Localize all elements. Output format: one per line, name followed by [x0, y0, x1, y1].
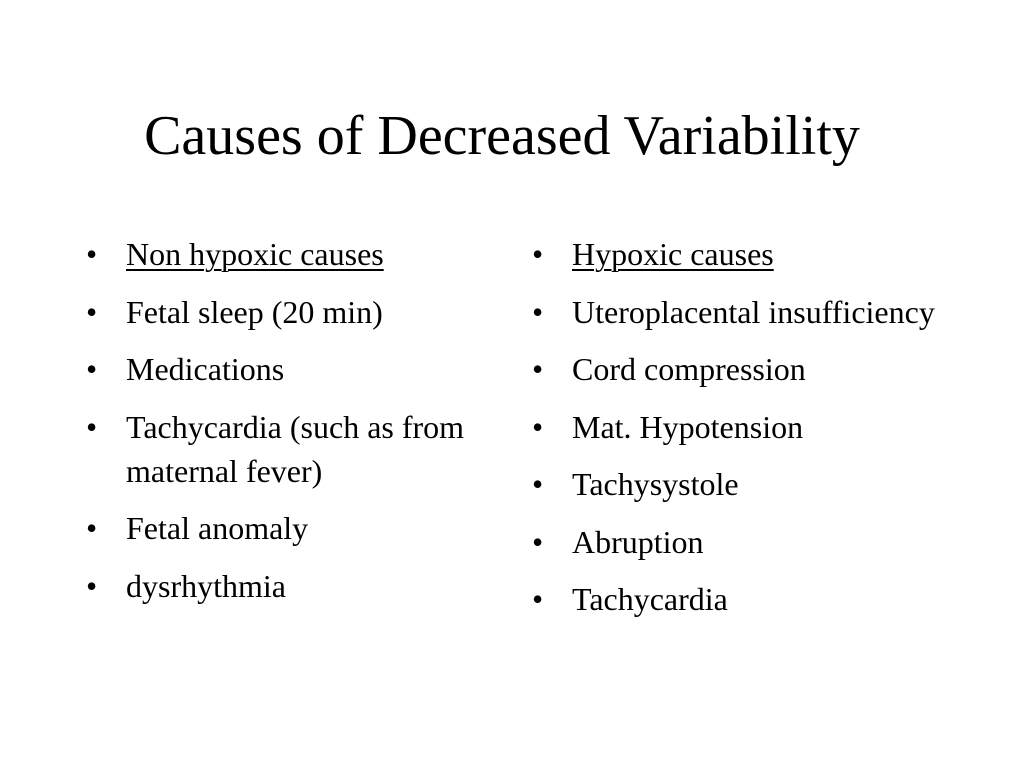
list-item-label: Tachysystole: [572, 466, 739, 502]
list-item-label: Tachycardia (such as from maternal fever): [126, 408, 465, 489]
bullet-icon: •: [532, 408, 544, 445]
list-item-label: Uteroplacental insufficiency: [572, 293, 935, 330]
slide-title: Causes of Decreased Variability: [144, 105, 860, 167]
bullet-icon: •: [532, 236, 544, 272]
right-bullet-list: [532, 232, 952, 635]
bullet-icon: •: [86, 351, 98, 387]
list-item-label: Medications: [126, 351, 285, 387]
list-heading-label: Hypoxic causes: [572, 236, 774, 272]
bullet-icon: •: [532, 293, 544, 330]
bullet-icon: •: [86, 236, 98, 272]
list-item-label: Cord compression: [572, 351, 806, 387]
list-item-label: Mat. Hypotension: [572, 408, 804, 445]
list-item: [86, 564, 486, 608]
list-item: [532, 347, 952, 391]
bullet-icon: •: [86, 408, 98, 445]
list-item: [532, 290, 952, 334]
bullet-icon: •: [86, 293, 98, 330]
list-item-label: Tachycardia: [572, 581, 728, 617]
list-heading-non-hypoxic: [86, 232, 486, 276]
list-heading-hypoxic: [532, 232, 952, 276]
list-item: [532, 462, 952, 506]
list-item: [86, 347, 486, 391]
list-item-label: Fetal sleep (20 min): [126, 293, 383, 330]
bullet-icon: •: [532, 581, 544, 617]
list-item: [86, 506, 486, 550]
list-item: [86, 405, 486, 493]
list-item: [532, 405, 952, 449]
list-item: [532, 577, 952, 621]
bullet-icon: •: [532, 523, 544, 560]
left-bullet-list: [86, 232, 486, 621]
list-item-label: dysrhythmia: [126, 567, 286, 604]
bullet-icon: •: [532, 466, 544, 502]
bullet-icon: •: [532, 351, 544, 387]
list-item-label: Abruption: [572, 523, 704, 560]
list-heading-label: Non hypoxic causes: [126, 236, 384, 272]
list-item-label: Fetal anomaly: [126, 510, 309, 546]
list-item: [86, 290, 486, 334]
list-item: [532, 520, 952, 564]
bullet-icon: •: [86, 567, 98, 604]
bullet-icon: •: [86, 510, 98, 546]
